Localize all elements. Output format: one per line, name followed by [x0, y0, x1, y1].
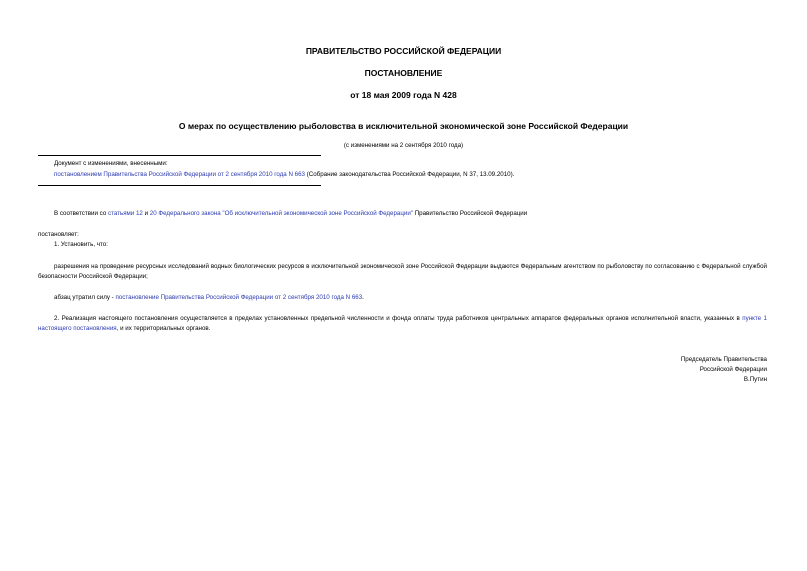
changes-top-rule: [38, 155, 321, 156]
changes-text: [54, 170, 514, 180]
org-heading: ПРАВИТЕЛЬСТВО РОССИЙСКОЙ ФЕДЕРАЦИИ: [305, 46, 502, 56]
changes-bottom-rule: [38, 185, 321, 186]
preamble: [54, 209, 527, 219]
doc-type-heading: ПОСТАНОВЛЕНИЕ: [364, 68, 443, 78]
resolves-text: постановляет:: [38, 231, 79, 238]
signature-block: [681, 355, 767, 385]
signature-title: Председатель Правительства: [680, 356, 767, 363]
changes-link[interactable]: постановлением Правительства Российской Федерации от 2 сентября 2010 года N 663: [54, 171, 305, 178]
changes-tail: (Собрание законодательства Российской Федерации, N 37, 13.09.2010).: [304, 171, 515, 178]
changes-label: Документ с изменениями, внесенными:: [54, 160, 168, 167]
void-text-1: абзац утратил силу -: [54, 294, 116, 301]
item1-ref-link[interactable]: пункте 1 настоящего постановления: [38, 315, 767, 332]
revision-note: (с изменениями на 2 сентября 2010 года): [343, 142, 464, 149]
preamble-text-3: Правительство Российской Федерации: [413, 210, 528, 217]
void-paragraph: [54, 293, 364, 303]
preamble-text-2: и: [142, 210, 150, 217]
signature-name: В.Путин: [743, 376, 767, 383]
preamble-text-1: В соответствии со: [54, 210, 108, 217]
item2-text-1: 2. Реализация настоящего постановления осуществляется в пределах установленных предельной численности и фонда оплаты труда работников центральных аппаратов федеральных органов исполнительной власти, указанных в: [54, 315, 743, 322]
void-link[interactable]: постановление Правительства Российской Федерации от 2 сентября 2010 года N 663: [115, 294, 363, 301]
federal-law-link[interactable]: 20 Федерального закона "Об исключительной экономической зоне Российской Федерации": [149, 210, 413, 217]
item-2-paragraph: [38, 314, 767, 334]
void-text-2: .: [362, 294, 364, 301]
item-1: 1. Установить, что:: [54, 241, 108, 248]
document-title: О мерах по осуществлению рыболовства в исключительной экономической зоне Российской Федерации: [178, 121, 629, 131]
signature-country: Российской Федерации: [699, 366, 767, 373]
item2-text-2: , и их территориальных органов.: [116, 325, 211, 332]
articles-12-link[interactable]: статьями 12: [107, 210, 143, 217]
permits-paragraph: разрешения на проведение ресурсных исследований водных биологических ресурсов в исключительной экономической зоне Российской Федерации выдаются Федеральным агентством по рыболовству по согласованию с Федеральной службой безопасности Российской Федерации;: [38, 263, 767, 280]
date-number-heading: от 18 мая 2009 года N 428: [350, 90, 457, 100]
